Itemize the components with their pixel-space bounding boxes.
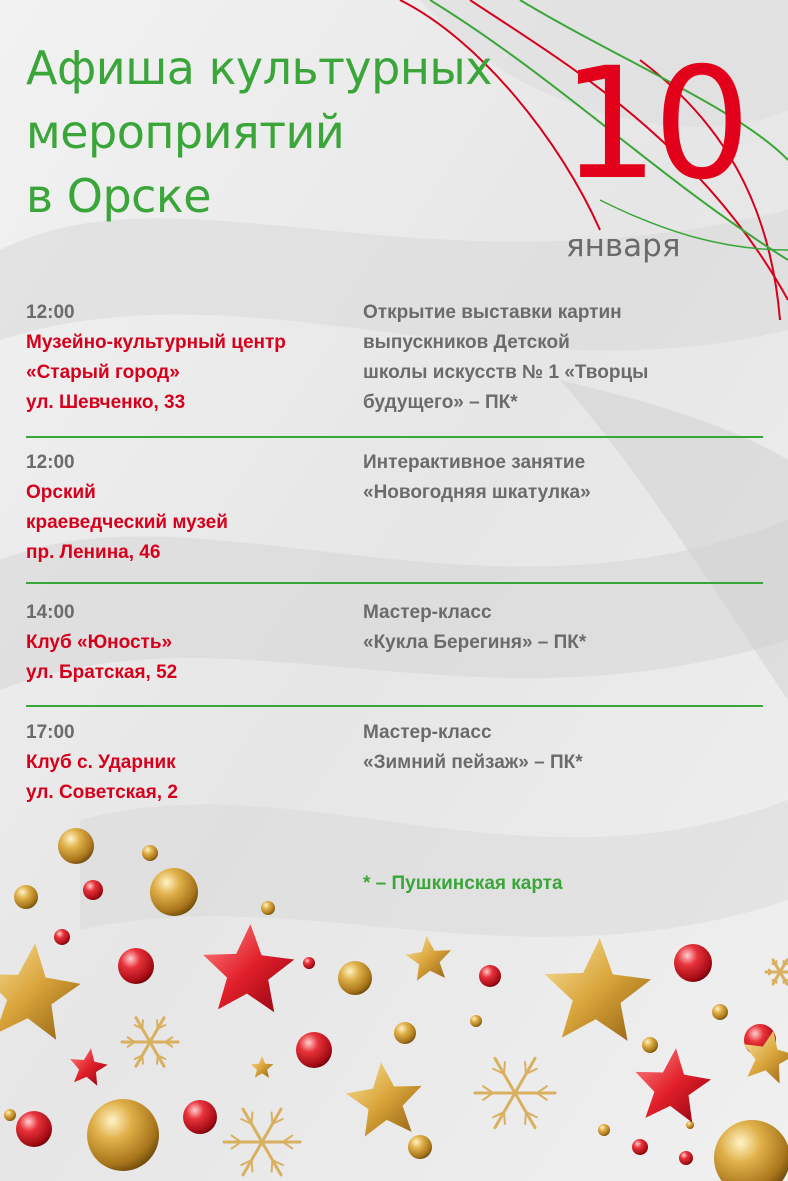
event-description (363, 448, 763, 508)
date-month: января (566, 228, 681, 264)
event-description (363, 598, 763, 658)
title-line: Афиша культурных (26, 41, 492, 95)
event-venue-block (26, 598, 356, 688)
event-address: ул. Шевченко, 33 (26, 392, 186, 413)
event-description-line: Интерактивное занятие (363, 452, 586, 473)
title-line: мероприятий (26, 105, 345, 159)
footnote-pushkin-card: * – Пушкинская карта (363, 873, 563, 894)
event-description-line: Открытие выставки картин (363, 302, 622, 323)
title-line: в Орске (26, 169, 212, 223)
event-venue: Орский (26, 482, 96, 503)
event-address: ул. Советская, 2 (26, 782, 178, 803)
event-venue: Клуб с. Ударник (26, 752, 176, 773)
divider (26, 436, 763, 438)
page-title (26, 36, 492, 228)
event-venue-block (26, 718, 356, 808)
event-description-line: Мастер-класс (363, 602, 492, 623)
divider (26, 705, 763, 707)
event-venue: краеведческий музей (26, 512, 228, 533)
event-venue: Музейно-культурный центр (26, 332, 286, 353)
event-description-line: выпускников Детской (363, 332, 570, 353)
event-description (363, 298, 763, 418)
event-venue: «Старый город» (26, 362, 180, 383)
event-description-line: «Кукла Берегиня» – ПК* (363, 632, 587, 653)
event-description-line: Мастер-класс (363, 722, 492, 743)
date-day: 10 (561, 35, 745, 214)
event-description-line: будущего» – ПК* (363, 392, 518, 413)
event-venue: Клуб «Юность» (26, 632, 173, 653)
event-time: 12:00 (26, 302, 75, 323)
event-description (363, 718, 763, 778)
event-venue-block (26, 448, 356, 568)
divider (26, 582, 763, 584)
event-time: 14:00 (26, 602, 75, 623)
event-time: 12:00 (26, 452, 75, 473)
event-description-line: школы искусств № 1 «Творцы (363, 362, 649, 383)
event-description-line: «Зимний пейзаж» – ПК* (363, 752, 583, 773)
event-description-line: «Новогодняя шкатулка» (363, 482, 591, 503)
event-address: пр. Ленина, 46 (26, 542, 161, 563)
event-address: ул. Братская, 52 (26, 662, 178, 683)
event-venue-block (26, 298, 356, 418)
event-time: 17:00 (26, 722, 75, 743)
